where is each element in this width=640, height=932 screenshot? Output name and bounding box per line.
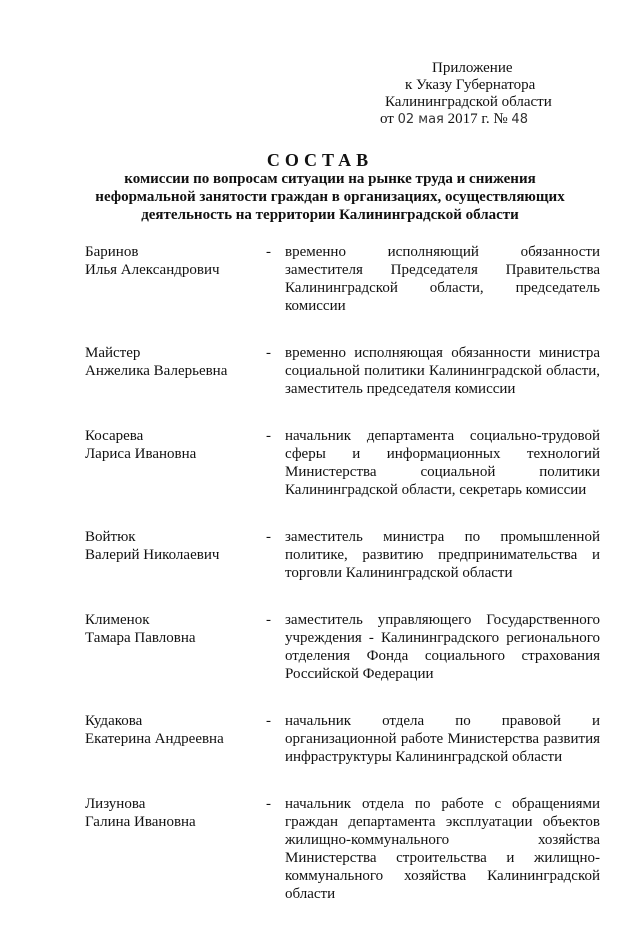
member-row [85,611,605,683]
member-surname: Косарева [85,428,144,444]
document-title: СОСТАВ [266,150,374,170]
member-given-name: Илья Александрович [85,262,220,278]
dash-separator: - [266,612,271,628]
member-given-name: Екатерина Андреевна [85,731,224,747]
date-year: 2017 г. № [447,111,508,127]
member-given-name: Валерий Николаевич [85,547,220,563]
member-surname: Майстер [85,345,141,361]
member-role: заместитель министра по промышленной политике, развитию предпринимательства и торговли Калининградской области [285,529,600,581]
member-name [85,795,265,831]
member-row [85,243,605,315]
member-role: заместитель управляющего Государственного учреждения - Калининградского регионального отделения Фонда социального страхования Российской Федерации [285,612,600,682]
appendix-date-line [380,111,610,128]
member-surname: Баринов [85,244,139,260]
member-surname: Клименок [85,612,150,628]
member-name [85,611,265,647]
appendix-line: Приложение [432,60,513,76]
member-name [85,427,265,463]
member-role: временно исполняющий обязанности заместителя Председателя Правительства Калининградской области, председатель комиссии [285,244,600,314]
member-surname: Кудакова [85,713,143,729]
dash-separator: - [266,428,271,444]
member-name [85,243,265,279]
appendix-block [380,60,610,128]
date-value: 02 мая [397,112,444,127]
member-role: начальник департамента социально-трудовой сферы и информационных технологий Министерства социальной политики Калининградской области, секретарь комиссии [285,428,600,498]
member-given-name: Тамара Павловна [85,630,196,646]
member-list [85,243,605,932]
decree-number: 48 [511,112,528,127]
member-name [85,712,265,748]
member-role: временно исполняющая обязанности министра социальной политики Калининградской области, заместитель председателя комиссии [285,345,600,397]
member-name [85,528,265,564]
member-name [85,344,265,380]
dash-separator: - [266,345,271,361]
dash-separator: - [266,796,271,812]
document-subtitle: комиссии по вопросам ситуации на рынке труда и снижения неформальной занятости граждан в организациях, осуществляющих деятельность на территории Калининградской области [95,171,565,223]
date-prefix: от [380,111,394,127]
dash-separator: - [266,244,271,260]
member-row [85,712,605,766]
member-role: начальник отдела по правовой и организационной работе Министерства развития инфраструктуры Калининградской области [285,713,600,765]
member-row [85,528,605,582]
member-surname: Войтюк [85,529,136,545]
member-row [85,344,605,398]
member-given-name: Лариса Ивановна [85,446,197,462]
member-given-name: Галина Ивановна [85,814,196,830]
member-surname: Лизунова [85,796,146,812]
member-row [85,795,605,903]
member-role: начальник отдела по работе с обращениями граждан департамента эксплуатации объектов жилищно-коммунального хозяйства Министерства строительства и жилищно-коммунального хозяйства Калининградской области [285,796,600,902]
dash-separator: - [266,529,271,545]
appendix-line: к Указу Губернатора [405,77,536,93]
member-row [85,427,605,499]
dash-separator: - [266,713,271,729]
appendix-line: Калининградской области [385,94,552,110]
member-given-name: Анжелика Валерьевна [85,363,228,379]
